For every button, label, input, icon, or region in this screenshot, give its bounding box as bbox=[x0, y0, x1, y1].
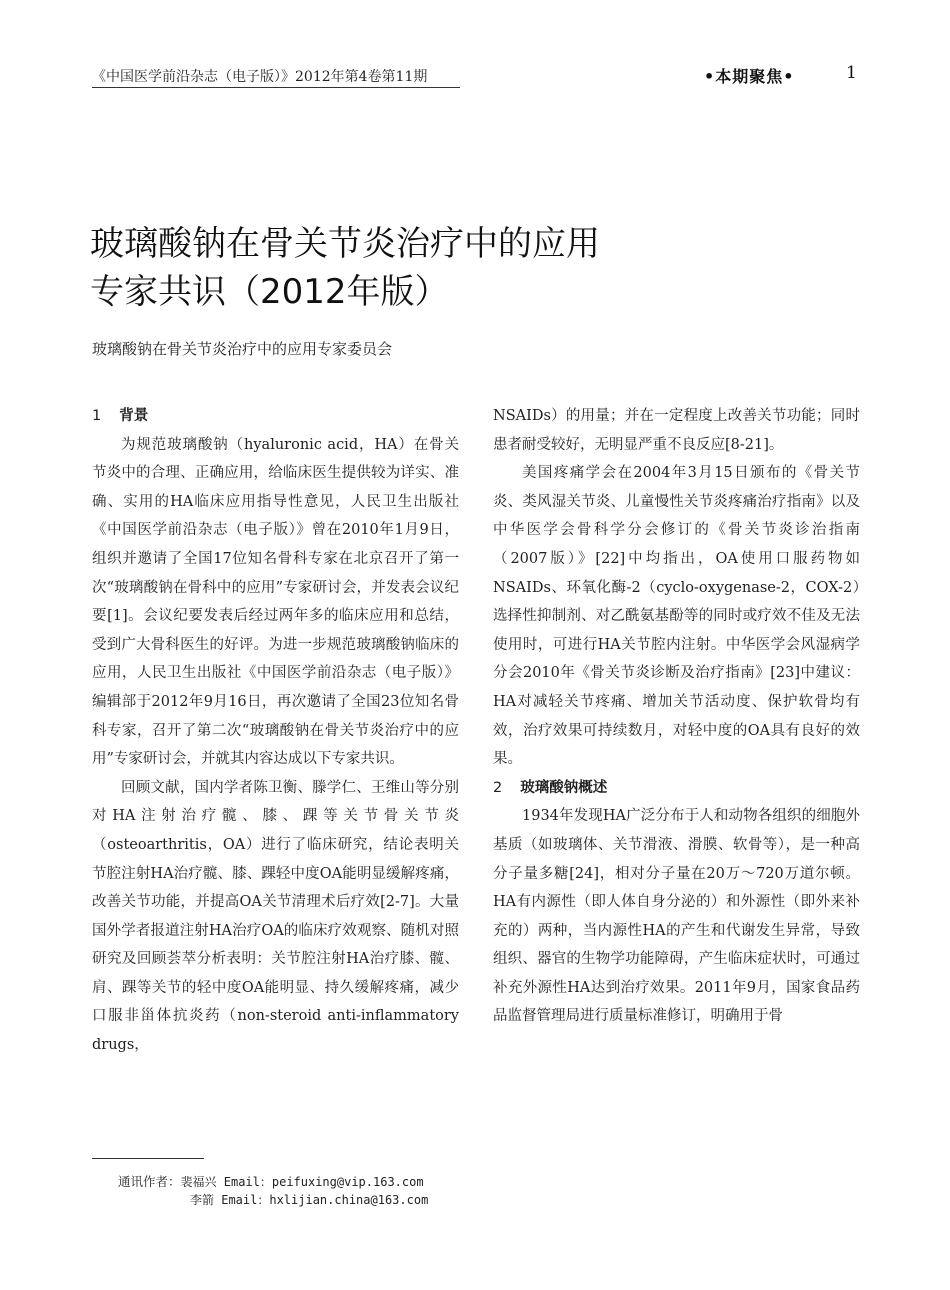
paragraph: 1934年发现HA广泛分布于人和动物各组织的细胞外基质（如玻璃体、关节滑液、滑膜、软骨等），是一种高分子量多糖[24]，相对分子量在20万～720万道尔顿。HA有内源性（即人体自身分泌的）和外源性（即外来补充的）两种，当内源性HA的产生和代谢发生异常，导致组织、器官的生物学功能障碍，产生临床症状时，可通过补充外源性HA达到治疗效果。2011年9月，国家食品药品监督管理局进行质量标准修订，明确用于骨 bbox=[493, 808, 860, 1025]
author-email-1: 裴福兴 Email：peifuxing@vip.163.com bbox=[180, 1175, 424, 1189]
paragraph: NSAIDs）的用量；并在一定程度上改善关节功能；同时患者耐受较好，无明显严重不良反应[8-21]。 bbox=[493, 408, 860, 453]
footnote-row bbox=[118, 1191, 428, 1209]
paragraph: 回顾文献，国内学者陈卫衡、滕学仁、王维山等分别对HA注射治疗髋、膝、踝等关节骨关节炎（osteoarthritis，OA）进行了临床研究，结论表明关节腔注射HA治疗髋、膝、踝轻中度OA能明显缓解疼痛，改善关节功能，并提高OA关节清理术后疗效[2-7]。大量国外学者报道注射HA治疗OA的临床疗效观察、随机对照研究及回顾荟萃分析表明：关节腔注射HA治疗膝、髋、肩、踝等关节的轻中度OA能明显、持久缓解疼痛，减少口服非甾体抗炎药（non-steroid anti-inflammatory drugs， bbox=[92, 779, 459, 1054]
section-number: 1 bbox=[92, 408, 102, 424]
section-title: 背景 bbox=[119, 408, 149, 424]
section-heading bbox=[493, 774, 860, 803]
footnote-rule bbox=[92, 1158, 204, 1159]
title-line-1: 玻璃酸钠在骨关节炎治疗中的应用 bbox=[90, 224, 600, 264]
article-authors: 玻璃酸钠在骨关节炎治疗中的应用专家委员会 bbox=[92, 340, 393, 358]
section-heading bbox=[92, 402, 459, 431]
title-line-2: 专家共识（2012年版） bbox=[90, 272, 449, 312]
section-tag: •本期聚焦• bbox=[704, 67, 795, 86]
page-number: 1 bbox=[846, 63, 857, 83]
paragraph: 美国疼痛学会在2004年3月15日颁布的《骨关节炎、类风湿关节炎、儿童慢性关节炎疼痛治疗指南》以及中华医学会骨科学分会修订的《骨关节炎诊治指南（2007版）》[22]中均指出，OA使用口服药物如NSAIDs、环氧化酶-2（cyclo-oxygenase-2，COX-2）选择性抑制剂、对乙酰氨基酚等的同时或疗效不佳及无法使用时，可进行HA关节腔内注射。中华医学会风湿病学分会2010年《骨关节炎诊断及治疗指南》[23]中建议：HA对减轻关节疼痛、增加关节活动度、保护软骨均有效，治疗效果可持续数月，对轻中度的OA具有良好的效果。 bbox=[493, 465, 860, 768]
journal-citation: 《中国医学前沿杂志（电子版）》2012年第4卷第11期 bbox=[92, 69, 428, 85]
left-column bbox=[92, 402, 459, 1060]
right-column bbox=[493, 402, 860, 1031]
article-title bbox=[90, 220, 600, 316]
author-email-2: 李箭 Email：hxlijian.china@163.com bbox=[190, 1193, 429, 1207]
section-number: 2 bbox=[493, 779, 503, 796]
corresponding-author-note bbox=[118, 1173, 428, 1209]
section-title: 玻璃酸钠概述 bbox=[520, 779, 608, 796]
paragraph: 为规范玻璃酸钠（hyaluronic acid，HA）在骨关节炎中的合理、正确应用，给临床医生提供较为详实、准确、实用的HA临床应用指导性意见，人民卫生出版社《中国医学前沿杂志（电子版）》曾在2010年1月9日，组织并邀请了全国17位知名骨科专家在北京召开了第一次“玻璃酸钠在骨科中的应用”专家研讨会，并发表会议纪要[1]。会议纪要发表后经过两年多的临床应用和总结，受到广大骨科医生的好评。为进一步规范玻璃酸钠临床的应用，人民卫生出版社《中国医学前沿杂志（电子版）》编辑部于2012年9月16日，再次邀请了全国23位知名骨科专家，召开了第二次“玻璃酸钠在骨关节炎治疗中的应用”专家研讨会，并就其内容达成以下专家共识。 bbox=[92, 436, 459, 768]
footnote-row bbox=[118, 1173, 428, 1191]
header-rule bbox=[92, 87, 460, 88]
footnote-label: 通讯作者： bbox=[118, 1174, 181, 1189]
